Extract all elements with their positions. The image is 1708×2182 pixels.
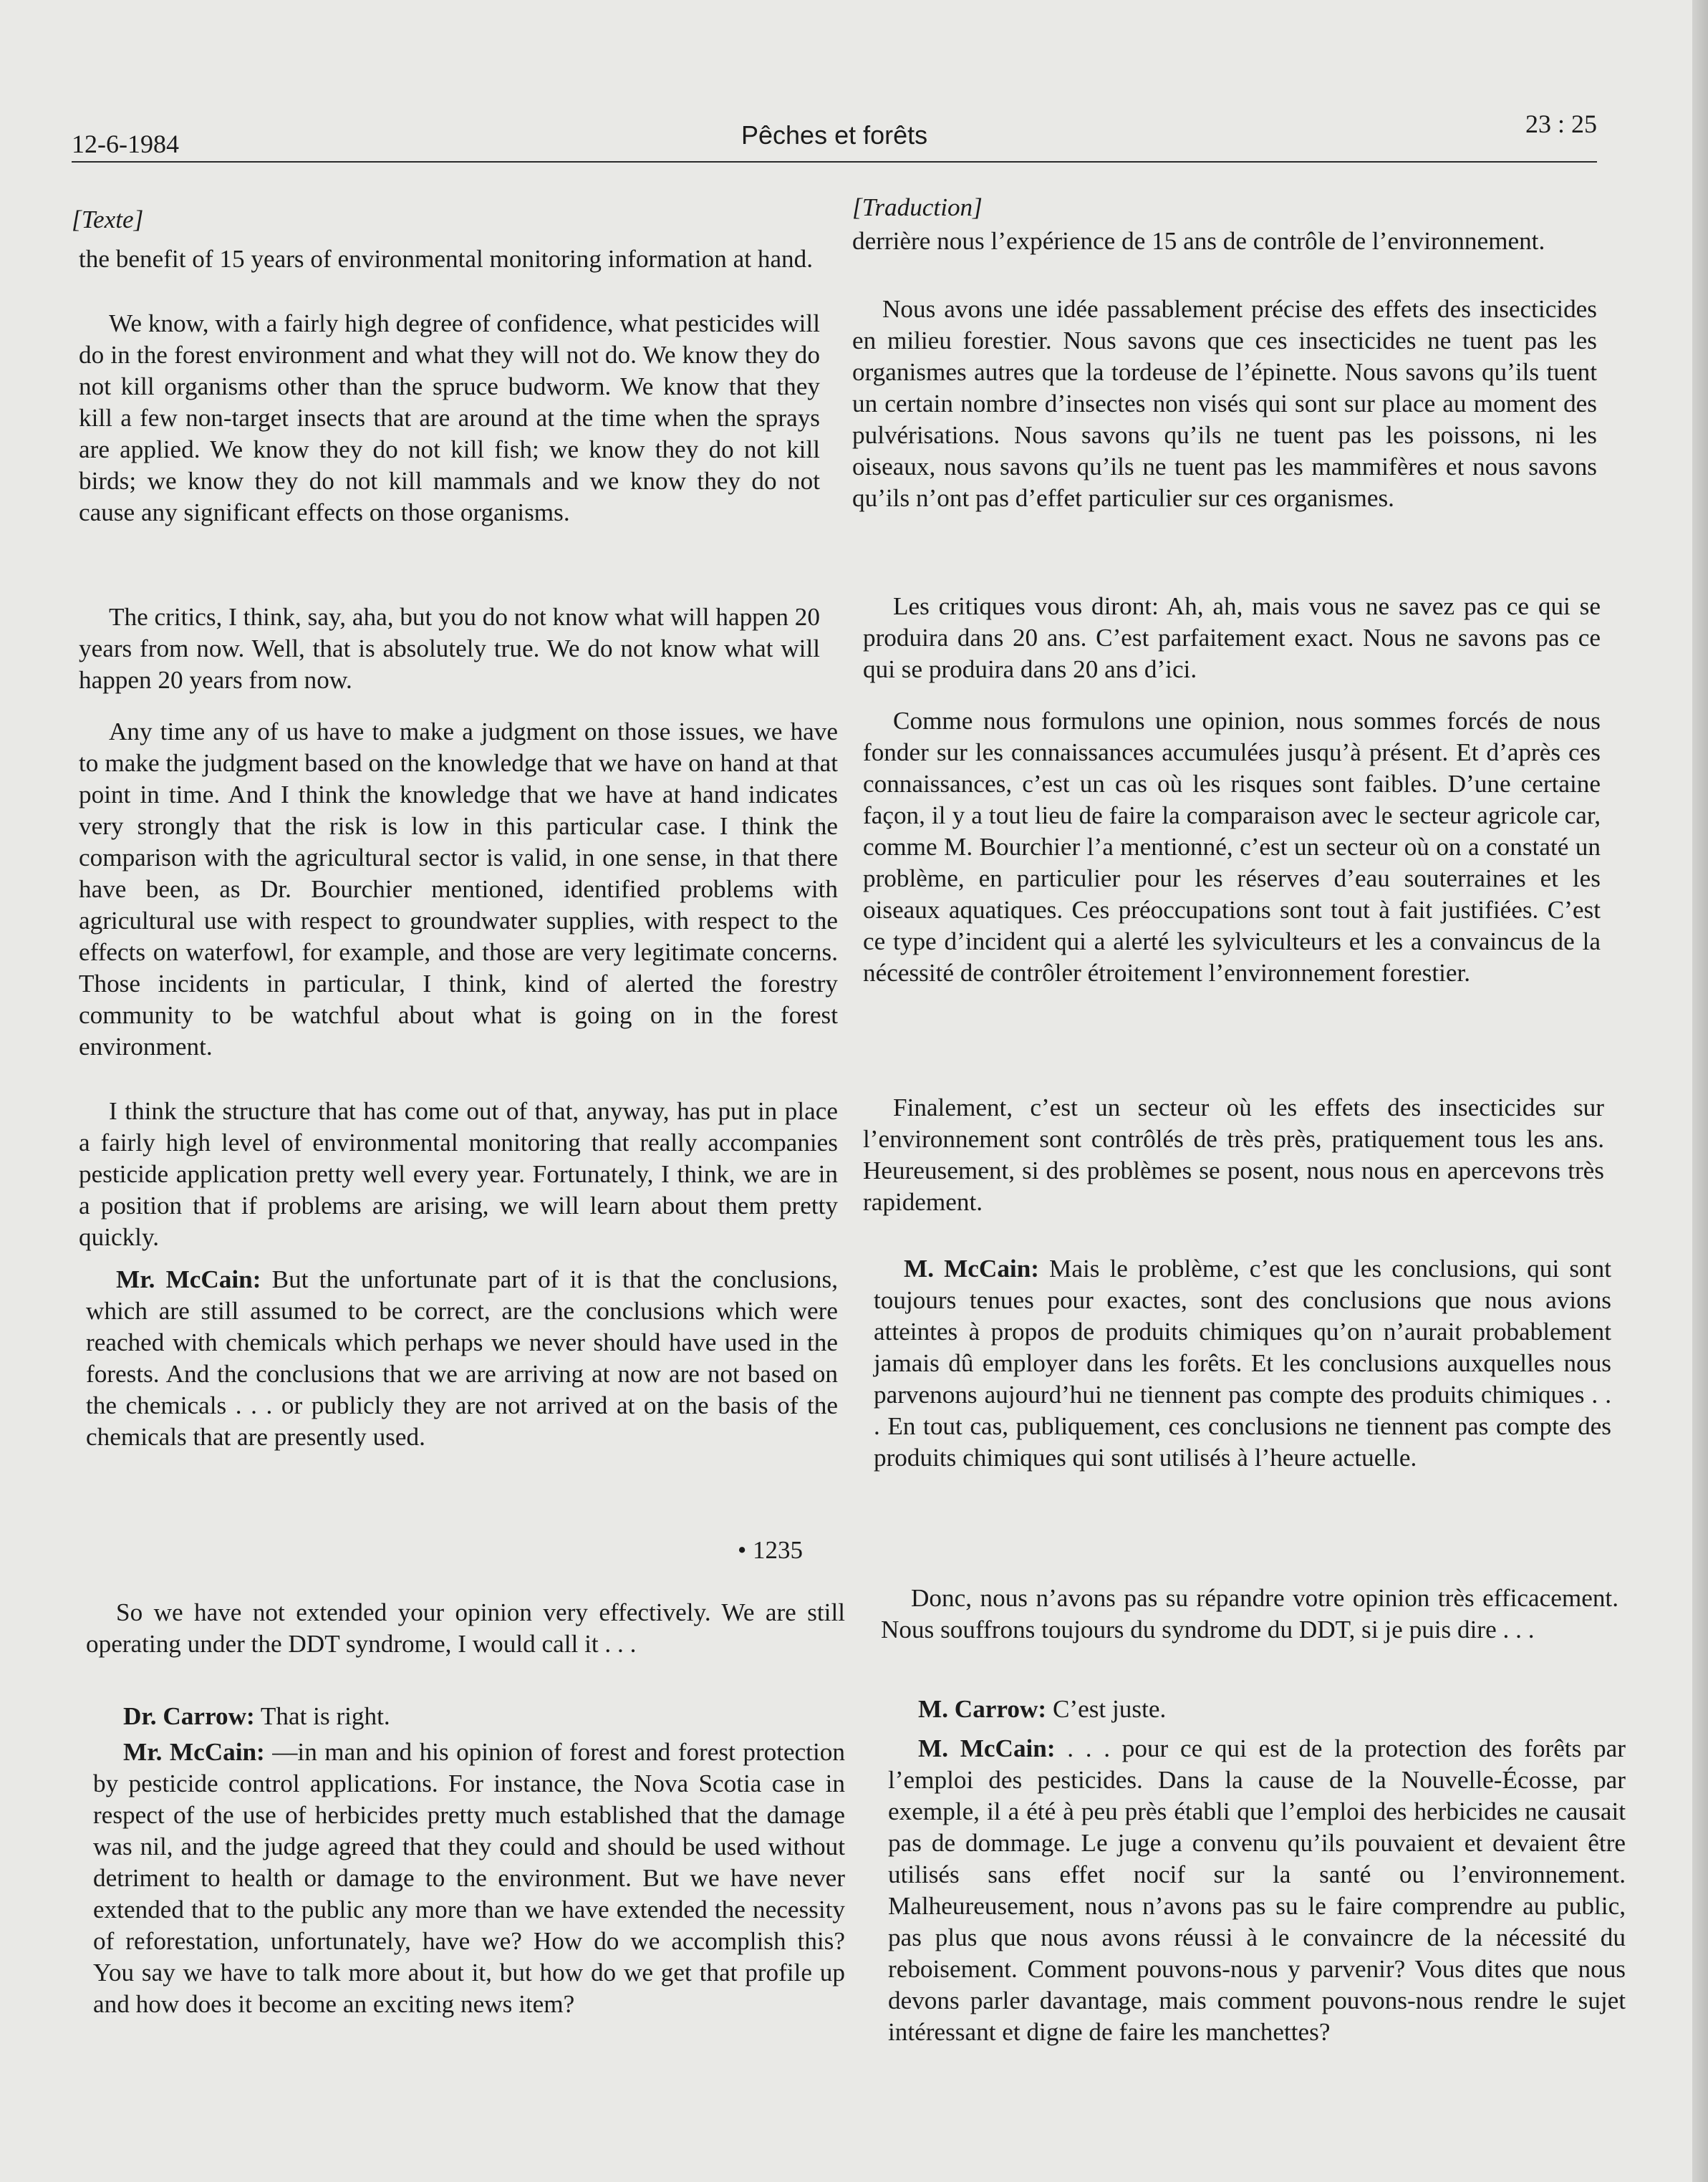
- speaker-name: Mr. McCain:: [123, 1738, 265, 1766]
- speaker-paragraph: [93, 1737, 845, 2020]
- left-paragraph-6: [86, 1264, 838, 1453]
- speaker-paragraph: [888, 1733, 1626, 2048]
- speaker-paragraph: [86, 1264, 838, 1453]
- time-marker: • 1235: [738, 1536, 804, 1564]
- right-paragraph-9: [888, 1733, 1626, 2048]
- paragraph-text: I think the structure that has come out of that, anyway, has put in place a fairly high level of environmental monitoring that really accompanies pesticide application pretty well every year. Fortunately, I think, we are in a position that if problems are arising, we will learn about them pretty quickly.: [79, 1097, 838, 1251]
- header-title: Pêches et forêts: [741, 120, 928, 150]
- text-label: [Texte]: [72, 206, 144, 233]
- left-column-label: [72, 204, 845, 236]
- left-paragraph-7: [86, 1597, 845, 1660]
- speech-text: But the unfortunate part of it is that the conclusions, which are still assumed to be correct, are the conclusions which were reached with chemicals which perhaps we never should have used in the forests. And the conclusions that we are arriving at now are not based on the chemicals . . . or publicly they are not arrived at on the basis of the chemicals that are presently used.: [86, 1265, 838, 1451]
- header-page-number: 23 : 25: [1525, 110, 1597, 138]
- left-paragraph-3: [79, 602, 820, 696]
- left-paragraph-9: [93, 1737, 845, 2020]
- left-paragraph-1: [79, 243, 820, 275]
- paragraph-text: the benefit of 15 years of environmental monitoring information at hand.: [79, 245, 814, 273]
- paragraph-text: So we have not extended your opinion very effectively. We are still operating under the DDT syndrome, I would call it . . .: [86, 1598, 845, 1658]
- header-date: 12-6-1984: [72, 130, 179, 158]
- paragraph-text: Les critiques vous diront: Ah, ah, mais vous ne savez pas ce qui se produira dans 20 ans. C’est parfaitement exact. Nous ne savons pas ce qui se produira dans 20 ans d’ici.: [863, 592, 1601, 683]
- paragraph-text: derrière nous l’expérience de 15 ans de contrôle de l’environnement.: [852, 227, 1545, 255]
- left-paragraph-5: [79, 1096, 838, 1253]
- speech-text: C’est juste.: [1046, 1695, 1167, 1723]
- paragraph-text: Comme nous formulons une opinion, nous sommes forcés de nous fonder sur les connaissances accumulées jusqu’à présent. Et d’après ces connaissances, c’est un cas où les risques sont faibles. D’une certaine façon, il y a tout lieu de faire la comparaison avec le secteur agricole car, comme M. Bourchier l’a mentionné, c’est un secteur où on a constaté un problème, en particulier pour les réserves d’eau souterraines et les oiseaux aquatiques. Ces préoccupations sont tout à fait justifiées. C’est ce type d’incident qui a alerté les sylviculteurs et les a convaincus de la nécessité de contrôler étroitement l’environnement forestier.: [863, 707, 1601, 987]
- header-rule: [72, 161, 1597, 163]
- paragraph-text: Nous avons une idée passablement précise des effets des insecticides en milieu forestier. Nous savons que ces insecticides ne tuent pas les organismes autres que la tordeuse de l’épinette. Nous savons qu’ils tuent un certain nombre d’insectes non visés qui sont sur place au moment des pulvérisations. Nous savons qu’ils ne tuent pas les poissons, ni les oiseaux, nous savons qu’ils ne tuent pas les mammifères et nous savons qu’ils n’ont pas d’effet particulier sur ces organismes.: [852, 295, 1597, 512]
- right-paragraph-5: [863, 1092, 1604, 1218]
- paragraph-text: The critics, I think, say, aha, but you do not know what will happen 20 years from now. Well, that is absolutely true. We do not know what will happen 20 years from now.: [79, 603, 820, 694]
- translation-label: [Traduction]: [852, 193, 983, 221]
- speaker-name: Dr. Carrow:: [123, 1702, 255, 1730]
- right-paragraph-2: [852, 294, 1597, 514]
- right-column-label: [852, 192, 1597, 223]
- speaker-name: M. Carrow:: [918, 1695, 1047, 1723]
- left-paragraph-4: [79, 716, 838, 1063]
- paragraph-text: Finalement, c’est un secteur où les effets des insecticides sur l’environnement sont contrôlés de très près, pratiquement tous les ans. Heureusement, si des problèmes se posent, nous nous en apercevons très rapidement.: [863, 1094, 1604, 1216]
- paragraph-text: We know, with a fairly high degree of confidence, what pesticides will do in the forest environment and what they will not do. We know they do not kill organisms other than the spruce budworm. We know that they kill a few non-target insects that are around at the time when the sprays are applied. We know they do not kill fish; we know they do not kill birds; we know they do not kill mammals and we know they do not cause any significant effects on those organisms.: [79, 309, 820, 526]
- page-header: [72, 107, 1597, 165]
- speaker-name: M. McCain:: [918, 1734, 1056, 1762]
- paragraph-text: Donc, nous n’avons pas su répandre votre opinion très efficacement. Nous souffrons toujours du syndrome du DDT, si je puis dire . . .: [881, 1584, 1618, 1643]
- speech-text: Mais le problème, c’est que les conclusions, qui sont toujours tenues pour exactes, sont des conclusions que nous avions atteintes à propos de produits chimiques qu’on n’aurait probablement jamais dû employer dans les forêts. Et les conclusions auxquelles nous parvenons aujourd’hui ne tiennent pas compte des produits chimiques . . . En tout cas, publiquement, ces conclusions ne tiennent pas compte des produits chimiques qui sont utilisés à l’heure actuelle.: [874, 1255, 1611, 1472]
- speaker-paragraph: [888, 1694, 1626, 1725]
- speaker-name: M. McCain:: [904, 1255, 1039, 1283]
- speech-text: That is right.: [254, 1702, 390, 1730]
- right-paragraph-4: [863, 705, 1601, 989]
- left-paragraph-8: [93, 1701, 845, 1732]
- right-paragraph-3: [863, 591, 1601, 685]
- speech-text: —in man and his opinion of forest and forest protection by pesticide control applications. For instance, the Nova Scotia case in respect of the use of herbicides pretty much established that the damage was nil, and the judge agreed that they could and should be used without detriment to health or damage to the environment. But we have never extended that to the public any more than we have extended the necessity of reforestation, unfortunately, have we? How do we accomplish this? You say we have to talk more about it, but how do we get that profile up and how does it become an exciting news item?: [93, 1738, 845, 2018]
- speech-text: . . . pour ce qui est de la protection des forêts par l’emploi des pesticides. Dans la cause de la Nouvelle-Écosse, par exemple, il a été à peu près établi que l’emploi des herbicides ne causait pas de dommage. Le juge a convenu qu’ils pouvaient et devaient être utilisés sans effet nocif sur la santé ou l’environnement. Malheureusement, nous n’avons pas su le faire comprendre au public, pas plus que nous avons réussi à le convaincre de la nécessité du reboisement. Comment pouvons-nous y parvenir? Vous dites que nous devons parler davantage, mais comment pouvons-nous rendre le sujet intéressant et digne de faire les manchettes?: [888, 1734, 1626, 2046]
- left-paragraph-2: [79, 308, 820, 528]
- speaker-paragraph: [93, 1701, 845, 1732]
- right-paragraph-6: [874, 1253, 1611, 1474]
- page-edge: [1692, 0, 1708, 2182]
- speaker-name: Mr. McCain:: [116, 1265, 261, 1293]
- paragraph-text: Any time any of us have to make a judgment on those issues, we have to make the judgment based on the knowledge that we have on hand at that point in time. And I think the knowledge that we have at hand indicates very strongly that the risk is low in this particular case. I think the comparison with the agricultural sector is valid, in one sense, in that there have been, as Dr. Bourchier mentioned, identified problems with agricultural use with respect to groundwater supplies, with respect to the effects on waterfowl, for example, and those are very legitimate concerns. Those incidents in particular, I think, kind of alerted the forestry community to be watchful about what is going on in the forest environment.: [79, 718, 838, 1061]
- right-paragraph-1: [852, 226, 1597, 257]
- right-paragraph-7: [881, 1583, 1618, 1646]
- right-paragraph-8: [888, 1694, 1626, 1725]
- speaker-paragraph: [874, 1253, 1611, 1474]
